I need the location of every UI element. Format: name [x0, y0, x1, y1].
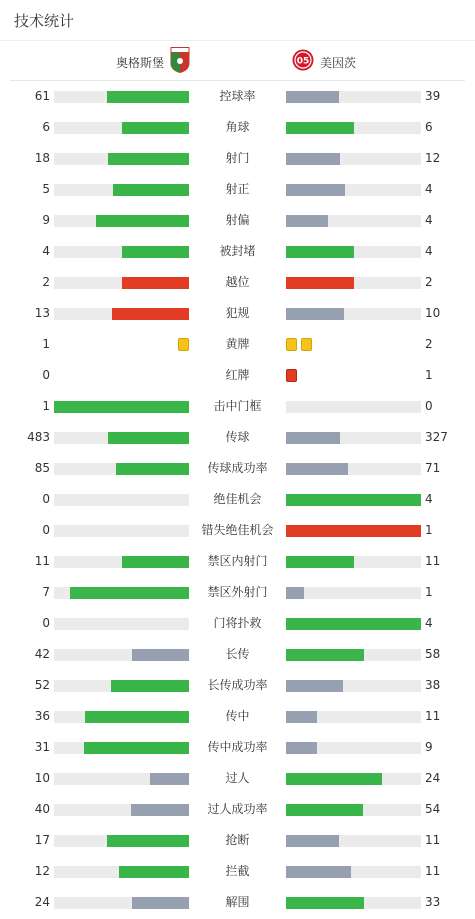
stat-row	[0, 453, 475, 484]
home-value: 483	[27, 430, 50, 444]
home-value: 0	[42, 492, 50, 506]
away-team-name: 美因茨	[320, 55, 357, 70]
stat-row	[0, 887, 475, 918]
away-bar-fill	[286, 525, 421, 537]
away-value: 24	[425, 771, 441, 785]
home-value: 11	[34, 554, 50, 568]
home-bar-fill	[108, 153, 189, 165]
stat-row	[0, 329, 475, 360]
away-bar-track	[286, 556, 421, 568]
stat-label: 长传成功率	[207, 678, 268, 692]
away-bar-track	[286, 122, 421, 134]
stat-row	[0, 236, 475, 267]
stat-label: 被封堵	[219, 244, 256, 258]
yellow-card-icon	[178, 338, 189, 351]
stat-label: 绝佳机会	[213, 492, 262, 506]
stat-label: 红牌	[225, 368, 250, 382]
home-value: 17	[34, 833, 50, 847]
away-value: 2	[425, 275, 433, 289]
away-value: 6	[425, 120, 433, 134]
home-value: 61	[34, 89, 50, 103]
away-bar-track	[286, 184, 421, 196]
home-bar-track	[54, 91, 189, 103]
home-bar-track	[54, 556, 189, 568]
home-value: 2	[42, 275, 50, 289]
home-bar-track	[54, 835, 189, 847]
away-value: 10	[425, 306, 441, 320]
away-bar-fill	[286, 432, 340, 444]
home-bar-track	[54, 277, 189, 289]
home-value: 1	[42, 337, 50, 351]
away-bar-fill	[286, 680, 343, 692]
home-bar-fill	[132, 649, 189, 661]
away-bar-fill	[286, 153, 340, 165]
home-value: 1	[42, 399, 50, 413]
away-bar-fill	[286, 463, 348, 475]
home-bar-fill	[131, 804, 189, 816]
home-bar-fill	[112, 308, 189, 320]
home-bar-track	[54, 308, 189, 320]
home-bar-fill	[116, 463, 189, 475]
away-value: 33	[425, 895, 441, 909]
home-team[interactable]	[116, 49, 190, 75]
home-bar-track	[54, 432, 189, 444]
home-cards	[178, 338, 189, 351]
away-value: 71	[425, 461, 441, 475]
home-bar-fill	[122, 122, 190, 134]
stat-label: 禁区内射门	[207, 554, 268, 568]
stat-label: 传球	[225, 430, 250, 444]
away-value: 12	[425, 151, 441, 165]
home-value: 52	[34, 678, 50, 692]
home-value: 12	[34, 864, 50, 878]
away-cards	[286, 369, 297, 382]
away-value: 58	[425, 647, 441, 661]
home-value: 4	[42, 244, 50, 258]
home-bar-track	[54, 215, 189, 227]
away-bar-track	[286, 866, 421, 878]
away-bar-track	[286, 215, 421, 227]
away-bar-fill	[286, 556, 354, 568]
away-bar-fill	[286, 742, 317, 754]
svg-text:05: 05	[296, 56, 310, 67]
stat-row	[0, 794, 475, 825]
away-bar-fill	[286, 184, 345, 196]
stat-row	[0, 143, 475, 174]
away-bar-track	[286, 401, 421, 413]
home-bar-fill	[70, 587, 189, 599]
away-bar-track	[286, 308, 421, 320]
stat-row	[0, 112, 475, 143]
stat-label: 射正	[225, 182, 250, 196]
stat-row	[0, 856, 475, 887]
away-value: 2	[425, 337, 433, 351]
away-bar-track	[286, 91, 421, 103]
home-bar-track	[54, 401, 189, 413]
home-value: 6	[42, 120, 50, 134]
home-bar-track	[54, 184, 189, 196]
home-value: 0	[42, 368, 50, 382]
stat-row	[0, 701, 475, 732]
away-bar-fill	[286, 804, 363, 816]
away-bar-fill	[286, 246, 354, 258]
away-bar-track	[286, 432, 421, 444]
stat-row	[0, 174, 475, 205]
home-value: 10	[34, 771, 50, 785]
home-value: 0	[42, 523, 50, 537]
home-bar-track	[54, 525, 189, 537]
home-bar-fill	[122, 277, 190, 289]
away-value: 39	[425, 89, 441, 103]
home-bar-track	[54, 153, 189, 165]
away-bar-track	[286, 463, 421, 475]
home-bar-fill	[113, 184, 189, 196]
home-value: 0	[42, 616, 50, 630]
stat-label: 抢断	[225, 833, 250, 847]
home-bar-fill	[54, 401, 189, 413]
stat-label: 犯规	[225, 306, 250, 320]
away-value: 0	[425, 399, 433, 413]
mainz-crest-icon	[292, 49, 314, 75]
home-bar-track	[54, 711, 189, 723]
stat-row	[0, 298, 475, 329]
home-bar-fill	[119, 866, 189, 878]
away-value: 4	[425, 492, 433, 506]
away-bar-track	[286, 618, 421, 630]
stat-label: 控球率	[219, 89, 256, 103]
home-team-name: 奥格斯堡	[115, 55, 164, 70]
home-value: 40	[34, 802, 50, 816]
home-value: 42	[34, 647, 50, 661]
away-value: 9	[425, 740, 433, 754]
home-bar-fill	[122, 246, 190, 258]
away-bar-track	[286, 804, 421, 816]
away-cards	[286, 338, 312, 351]
away-value: 11	[425, 709, 441, 723]
home-value: 5	[42, 182, 50, 196]
stat-label: 角球	[225, 120, 250, 134]
away-value: 1	[425, 368, 433, 382]
away-bar-fill	[286, 773, 382, 785]
home-bar-track	[54, 804, 189, 816]
away-value: 4	[425, 616, 433, 630]
stat-row	[0, 639, 475, 670]
stat-label: 过人成功率	[207, 802, 268, 816]
home-bar-track	[54, 649, 189, 661]
header	[0, 0, 475, 41]
home-value: 31	[34, 740, 50, 754]
home-value: 36	[34, 709, 50, 723]
away-value: 54	[425, 802, 441, 816]
away-value: 11	[425, 833, 441, 847]
away-bar-track	[286, 525, 421, 537]
home-value: 24	[34, 895, 50, 909]
away-value: 1	[425, 585, 433, 599]
away-bar-fill	[286, 277, 354, 289]
home-bar-track	[54, 246, 189, 258]
away-value: 38	[425, 678, 441, 692]
home-bar-fill	[122, 556, 190, 568]
stat-label: 黄牌	[225, 337, 250, 351]
stat-row	[0, 81, 475, 112]
stat-label: 射门	[225, 151, 250, 165]
home-bar-track	[54, 494, 189, 506]
home-bar-track	[54, 587, 189, 599]
home-bar-fill	[150, 773, 189, 785]
stat-label: 传球成功率	[207, 461, 268, 475]
home-bar-track	[54, 680, 189, 692]
stat-label: 门将扑救	[213, 616, 262, 630]
page-title: 技术统计	[14, 12, 75, 30]
stat-row	[0, 577, 475, 608]
home-bar-fill	[111, 680, 189, 692]
home-bar-fill	[107, 835, 189, 847]
stat-label: 越位	[225, 275, 250, 289]
home-value: 9	[42, 213, 50, 227]
away-bar-fill	[286, 711, 317, 723]
away-bar-track	[286, 680, 421, 692]
away-bar-fill	[286, 91, 339, 103]
away-value: 4	[425, 244, 433, 258]
home-bar-fill	[84, 742, 189, 754]
away-bar-fill	[286, 866, 351, 878]
yellow-card-icon	[301, 338, 312, 351]
home-bar-track	[54, 618, 189, 630]
away-bar-fill	[286, 835, 339, 847]
stat-label: 击中门框	[213, 399, 262, 413]
home-bar-fill	[96, 215, 189, 227]
home-bar-track	[54, 897, 189, 909]
away-value: 4	[425, 213, 433, 227]
team-header	[10, 41, 465, 81]
stat-label: 错失绝佳机会	[201, 523, 274, 537]
away-bar-track	[286, 246, 421, 258]
stat-row	[0, 608, 475, 639]
away-bar-track	[286, 153, 421, 165]
away-bar-track	[286, 277, 421, 289]
stat-label: 传中成功率	[207, 740, 268, 754]
stat-label: 长传	[225, 647, 250, 661]
away-bar-fill	[286, 649, 364, 661]
away-bar-fill	[286, 897, 364, 909]
home-value: 7	[42, 585, 50, 599]
stat-row	[0, 546, 475, 577]
away-bar-track	[286, 587, 421, 599]
yellow-card-icon	[286, 338, 297, 351]
stat-row	[0, 484, 475, 515]
away-bar-track	[286, 711, 421, 723]
away-value: 327	[425, 430, 448, 444]
stat-row	[0, 763, 475, 794]
away-bar-fill	[286, 494, 421, 506]
away-team[interactable]	[292, 49, 356, 75]
away-bar-track	[286, 494, 421, 506]
away-bar-fill	[286, 618, 421, 630]
stat-row	[0, 670, 475, 701]
stat-label: 拦截	[225, 864, 250, 878]
home-value: 13	[34, 306, 50, 320]
away-value: 4	[425, 182, 433, 196]
stat-row	[0, 825, 475, 856]
stat-label: 传中	[225, 709, 250, 723]
home-bar-track	[54, 742, 189, 754]
home-value: 18	[34, 151, 50, 165]
red-card-icon	[286, 369, 297, 382]
away-bar-fill	[286, 122, 354, 134]
away-bar-track	[286, 773, 421, 785]
home-bar-fill	[85, 711, 189, 723]
home-bar-track	[54, 866, 189, 878]
away-bar-track	[286, 897, 421, 909]
away-bar-track	[286, 835, 421, 847]
home-bar-track	[54, 773, 189, 785]
stat-label: 射偏	[225, 213, 250, 227]
home-bar-fill	[108, 432, 189, 444]
away-bar-fill	[286, 587, 304, 599]
stat-row	[0, 360, 475, 391]
stat-row	[0, 267, 475, 298]
augsburg-crest-icon	[170, 47, 190, 77]
stat-label: 禁区外射门	[207, 585, 268, 599]
stat-label: 过人	[225, 771, 250, 785]
away-bar-fill	[286, 215, 328, 227]
stat-row	[0, 422, 475, 453]
stat-row	[0, 205, 475, 236]
stat-row	[0, 732, 475, 763]
away-value: 11	[425, 554, 441, 568]
stat-row	[0, 515, 475, 546]
stat-row	[0, 391, 475, 422]
home-bar-fill	[132, 897, 189, 909]
stat-label: 解围	[225, 895, 250, 909]
away-bar-fill	[286, 308, 344, 320]
away-value: 1	[425, 523, 433, 537]
home-bar-track	[54, 463, 189, 475]
home-value: 85	[34, 461, 50, 475]
away-bar-track	[286, 649, 421, 661]
home-bar-fill	[107, 91, 189, 103]
away-bar-track	[286, 742, 421, 754]
away-value: 11	[425, 864, 441, 878]
home-bar-track	[54, 122, 189, 134]
